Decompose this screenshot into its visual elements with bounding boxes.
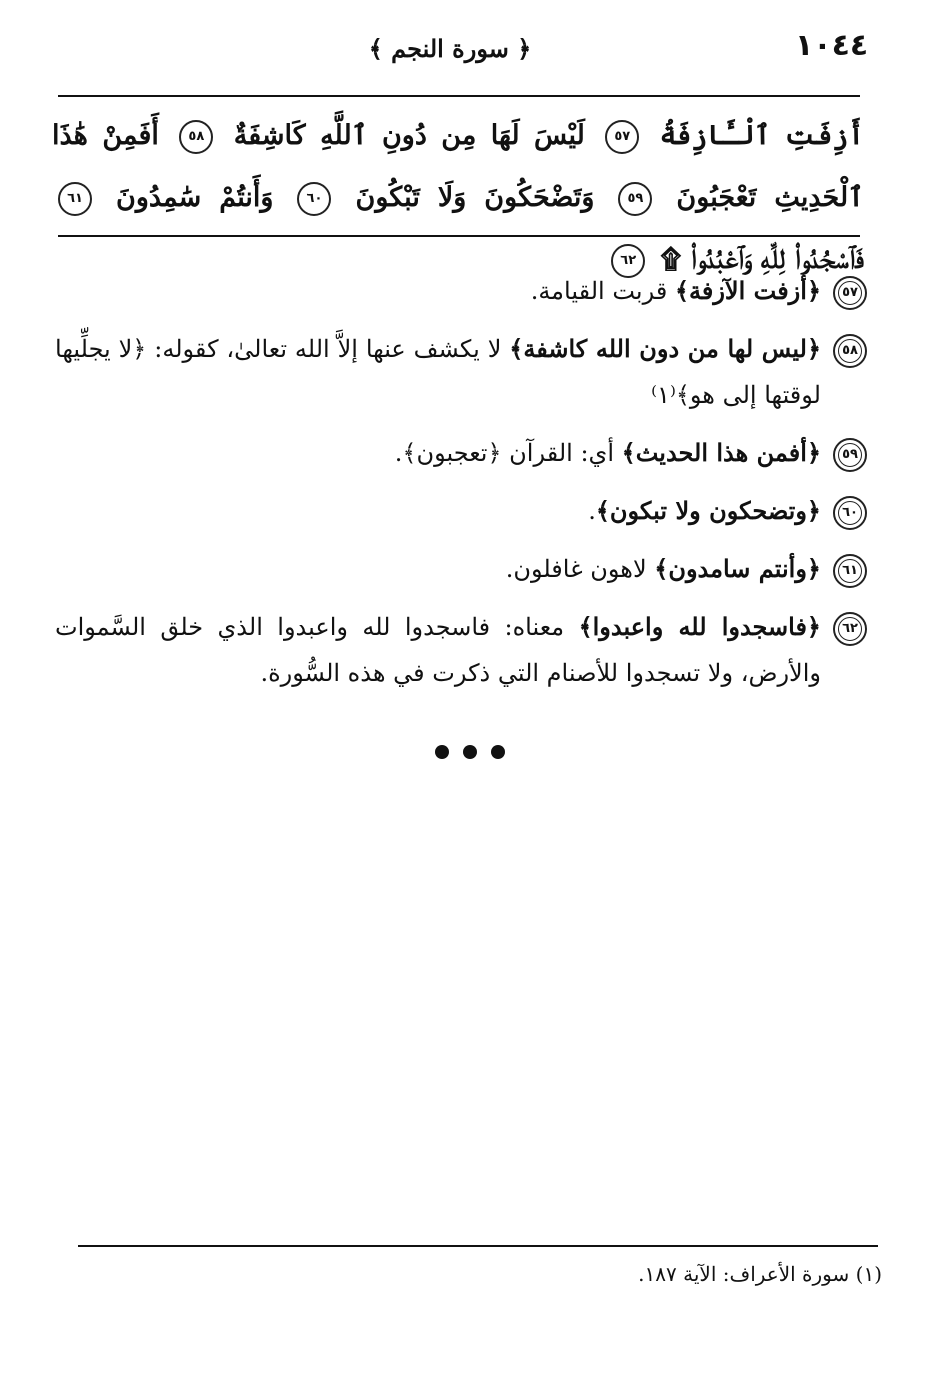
ayah-text: وَأَنتُمْ سَٰمِدُونَ: [116, 182, 274, 213]
note-62: [55, 604, 867, 696]
ayah-number-marker: ٥٨: [179, 120, 213, 154]
ayah-text: فَٱسْجُدُوا۟ لِلَّهِ وَٱعْبُدُوا۟ ۩: [660, 244, 864, 275]
note-59: [55, 430, 867, 476]
quran-verses: [52, 105, 864, 291]
verse-number-badge: ٥٨: [833, 334, 867, 368]
separator-dot: [435, 745, 449, 759]
footnote: (١) سورة الأعراف: الآية ١٨٧.: [638, 1262, 882, 1286]
verse-number-badge: ٥٩: [833, 438, 867, 472]
middle-rule: [58, 235, 860, 237]
note-quote: ﴿أفمن هذا الحديث﴾: [621, 438, 821, 467]
top-rule: [58, 95, 860, 97]
footnote-rule: [78, 1245, 878, 1247]
note-quote: ﴿فاسجدوا لله واعبدوا﴾: [578, 612, 821, 641]
note-body: معناه: فاسجدوا لله واعبدوا الذي خلق السَّموات والأرض، ولا تسجدوا للأصنام التي ذكرت في هذه السُّورة.: [55, 613, 821, 687]
note-body: قربت القيامة.: [530, 277, 675, 305]
note-body: لا يكشف عنها إلاَّ الله تعالىٰ، كقوله: ﴿لا يجلِّيها لوقتها إلى هو﴾⁽١⁾: [55, 335, 821, 409]
note-quote: ﴿ليس لها من دون الله كاشفة﴾: [509, 334, 822, 363]
verse-number-badge: ٦٠: [833, 496, 867, 530]
ayah-text: أَفَمِنْ هَٰذَا ٱلْحَدِيثِ تَعْجَبُونَ: [52, 120, 864, 213]
verse-number-badge: ٦١: [833, 554, 867, 588]
verse-number-badge: ٥٧: [833, 276, 867, 310]
ayah-text: أَزِفَتِ ٱلْـَٔازِفَةُ: [659, 120, 865, 151]
ayah-number-marker: ٦٢: [611, 244, 645, 278]
ayah-number-marker: ٦١: [58, 182, 92, 216]
note-61: [55, 546, 867, 592]
note-57: [55, 268, 867, 314]
ayah-number-marker: ٥٧: [605, 120, 639, 154]
note-body: لاهون غافلون.: [505, 555, 655, 583]
separator-dot: [463, 745, 477, 759]
note-quote: ﴿وأنتم سامدون﴾: [654, 554, 821, 583]
note-quote: ﴿وتضحكون ولا تبكون﴾: [595, 496, 821, 525]
tafsir-notes: [55, 268, 867, 708]
page-number: ١٠٤٤: [795, 28, 869, 63]
separator-dot: [491, 745, 505, 759]
ayah-text: وَتَضْحَكُونَ وَلَا تَبْكُونَ: [355, 182, 595, 213]
note-60: [55, 488, 867, 534]
ayah-text: لَيْسَ لَهَا مِن دُونِ ٱللَّهِ كَاشِفَةٌ: [233, 120, 585, 151]
section-separator-dots: [420, 745, 520, 769]
note-body: .: [588, 497, 596, 525]
verse-number-badge: ٦٢: [833, 612, 867, 646]
surah-title: ﴿ سورة النجم ﴾: [368, 34, 532, 63]
ayah-number-marker: ٥٩: [618, 182, 652, 216]
note-quote: ﴿أزفت الآزفة﴾: [674, 276, 821, 305]
note-58: [55, 326, 867, 418]
note-body: أي: القرآن ﴿تعجبون﴾.: [394, 439, 622, 467]
ayah-number-marker: ٦٠: [297, 182, 331, 216]
